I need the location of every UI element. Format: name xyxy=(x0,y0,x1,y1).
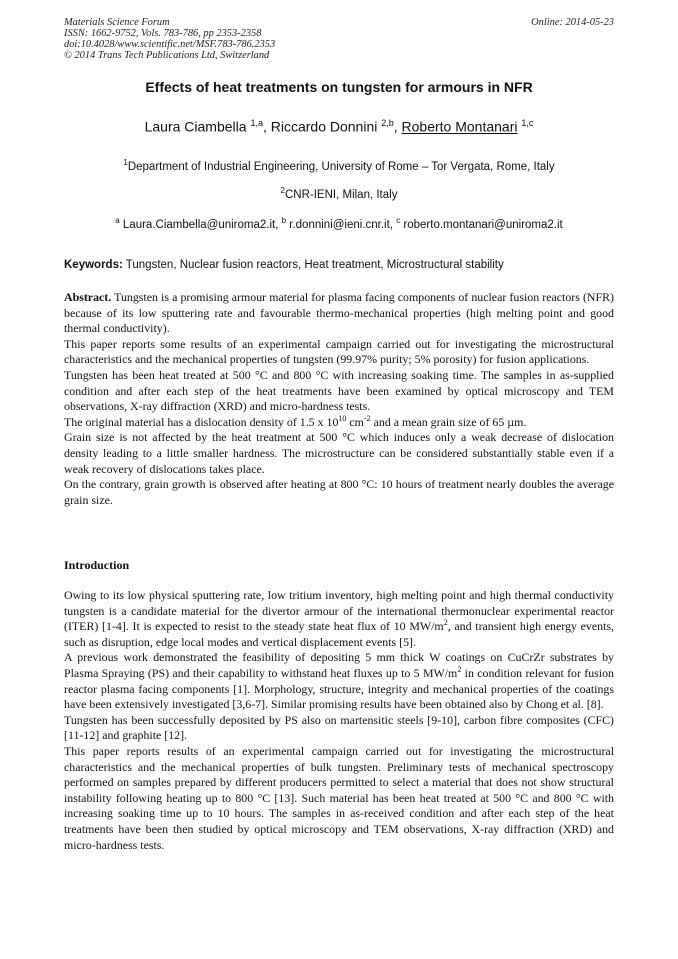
abstract-text: The original material has a dislocation density of 1.5 x 10 xyxy=(64,414,339,429)
online-date: Online: 2014-05-23 xyxy=(531,17,614,28)
affiliation-sup: 2 xyxy=(280,186,285,195)
abstract-paragraph xyxy=(64,290,614,337)
author-sep: , xyxy=(262,118,271,135)
superscript: 2 xyxy=(443,618,448,628)
abstract-paragraph: Grain size is not affected by the heat treatment at 500 °C which induces only a weak decrease of dislocation density leading to a little smaller hardness. The microstructure can be considered substantially stable even if a weak recovery of dislocations takes place. xyxy=(64,430,614,476)
intro-paragraph xyxy=(64,588,614,650)
author-list xyxy=(0,118,678,135)
email-line xyxy=(0,216,678,231)
corresponding-author-link[interactable]: Roberto Montanari xyxy=(401,118,518,135)
author-sup: 2,b xyxy=(381,118,394,128)
affiliation-1 xyxy=(0,158,678,173)
abstract-text: and a mean grain size of 65 µm. xyxy=(370,414,527,429)
superscript: 10 xyxy=(338,413,347,423)
section-heading: Introduction xyxy=(64,558,130,572)
affiliation-text: Department of Industrial Engineering, University of Rome – Tor Vergata, Rome, Italy xyxy=(127,160,555,173)
abstract-paragraph: This paper reports some results of an experimental campaign carried out for investigating the microstructural characteristics and the mechanical properties of tungsten (99.97% purity; 5% porosity) for fusion applications. xyxy=(64,336,614,367)
intro-paragraph: Tungsten has been successfully deposited by PS also on martensitic steels [9-10], carbon fibre composites (CFC) [11-12] and graphite [12]. xyxy=(64,712,614,743)
email-c-link[interactable]: roberto.montanari@uniroma2.it xyxy=(403,218,563,231)
author-sup: 1,a xyxy=(250,118,263,128)
intro-text: A previous work demonstrated the feasibility of depositing 5 mm thick W coatings on CuCrZr substrates by Plasma Spraying (PS) and their capability to withstand heat fluxes up to 5 MW/m xyxy=(64,650,614,680)
affiliation-text: CNR-IENI, Milan, Italy xyxy=(284,188,398,201)
keywords xyxy=(64,259,504,271)
journal-name: Materials Science Forum xyxy=(64,17,170,28)
affiliation-2 xyxy=(0,186,678,201)
author-sep: , xyxy=(393,118,402,135)
abstract xyxy=(64,290,614,508)
author-name: Laura Ciambella xyxy=(144,118,247,135)
intro-paragraph xyxy=(64,650,614,712)
introduction xyxy=(64,588,614,853)
email-sup: b xyxy=(281,216,287,225)
abstract-paragraph: Tungsten has been heat treated at 500 °C and 800 °C with increasing soaking time. The samples in as-supplied condition and after each step of the heat treatments have been examined by optical microscopy and TEM observations, X-ray diffraction (XRD) and micro-hardness tests. xyxy=(64,367,614,414)
issn-line: ISSN: 1662-9752, Vols. 783-786, pp 2353-2358 xyxy=(64,28,262,39)
intro-text: in condition relevant for fusion reactor plasma facing components [1]. Morphology, structure, integrity and mechanical properties of the coatings have been extensively investigated [3,6-7]. Similar promising results have been obtained also by Chong et al. [8]. xyxy=(64,665,614,712)
abstract-paragraph: On the contrary, grain growth is observed after heating at 800 °C: 10 hours of treatment nearly doubles the average grain size. xyxy=(64,477,614,507)
doi-line: doi:10.4028/www.scientific.net/MSF.783-786.2353 xyxy=(64,39,276,50)
paper-title: Effects of heat treatments on tungsten for armours in NFR xyxy=(145,79,533,95)
abstract-text: Tungsten is a promising armour material for plasma facing components of nuclear fusion reactors (NFR) because of its low sputtering rate and favourable thermo-mechanical properties (high melting point and good thermal conductivity). xyxy=(64,290,615,336)
abstract-paragraph xyxy=(64,415,614,431)
author-name: Riccardo Donnini xyxy=(270,118,378,135)
abstract-text: cm xyxy=(346,414,364,429)
intro-text: Owing to its low physical sputtering rate, low tritium inventory, high melting point and high thermal conductivity tungsten is a candidate material for the divertor armour of the international thermonuclear experimental reactor (ITER) [1-4]. It is expected to resist to the steady state heat flux of 10 MW/m xyxy=(64,588,614,634)
superscript: -2 xyxy=(363,413,371,423)
journal-header xyxy=(64,17,275,61)
email-sup: a xyxy=(115,216,120,225)
email-a-link[interactable]: Laura.Ciambella@uniroma2.it, xyxy=(122,218,279,231)
abstract-label: Abstract. xyxy=(64,290,112,304)
author-sup: 1,c xyxy=(521,118,534,128)
keywords-label: Keywords: xyxy=(64,259,123,271)
email-b-link[interactable]: r.donnini@ieni.cnr.it, xyxy=(289,218,393,231)
intro-text: , and transient high energy events, such as disruption, edge local modes and vertical displacement events [5]. xyxy=(64,619,614,649)
email-sup: c xyxy=(396,216,401,225)
intro-paragraph: This paper reports results of an experimental campaign carried out for investigating the microstructural characteristics and the mechanical properties of bulk tungsten. Preliminary tests of mechanical spectroscopy performed on samples prepared by different producers permitted to select a material that does not show structural instability following heating up to 800 °C [13]. Such material has been heat treated at 500 °C and 800 °C with increasing soaking time up to 10 hours. The samples in as-received condition and after each step of the heat treatments have been then studied by optical microscopy and TEM observations, X-ray diffraction (XRD) and micro-hardness tests. xyxy=(64,743,614,852)
superscript: 2 xyxy=(457,665,462,674)
copyright-line: © 2014 Trans Tech Publications Ltd, Switzerland xyxy=(64,50,270,61)
keywords-text: Tungsten, Nuclear fusion reactors, Heat treatment, Microstructural stability xyxy=(125,259,504,271)
affiliation-sup: 1 xyxy=(123,158,128,167)
